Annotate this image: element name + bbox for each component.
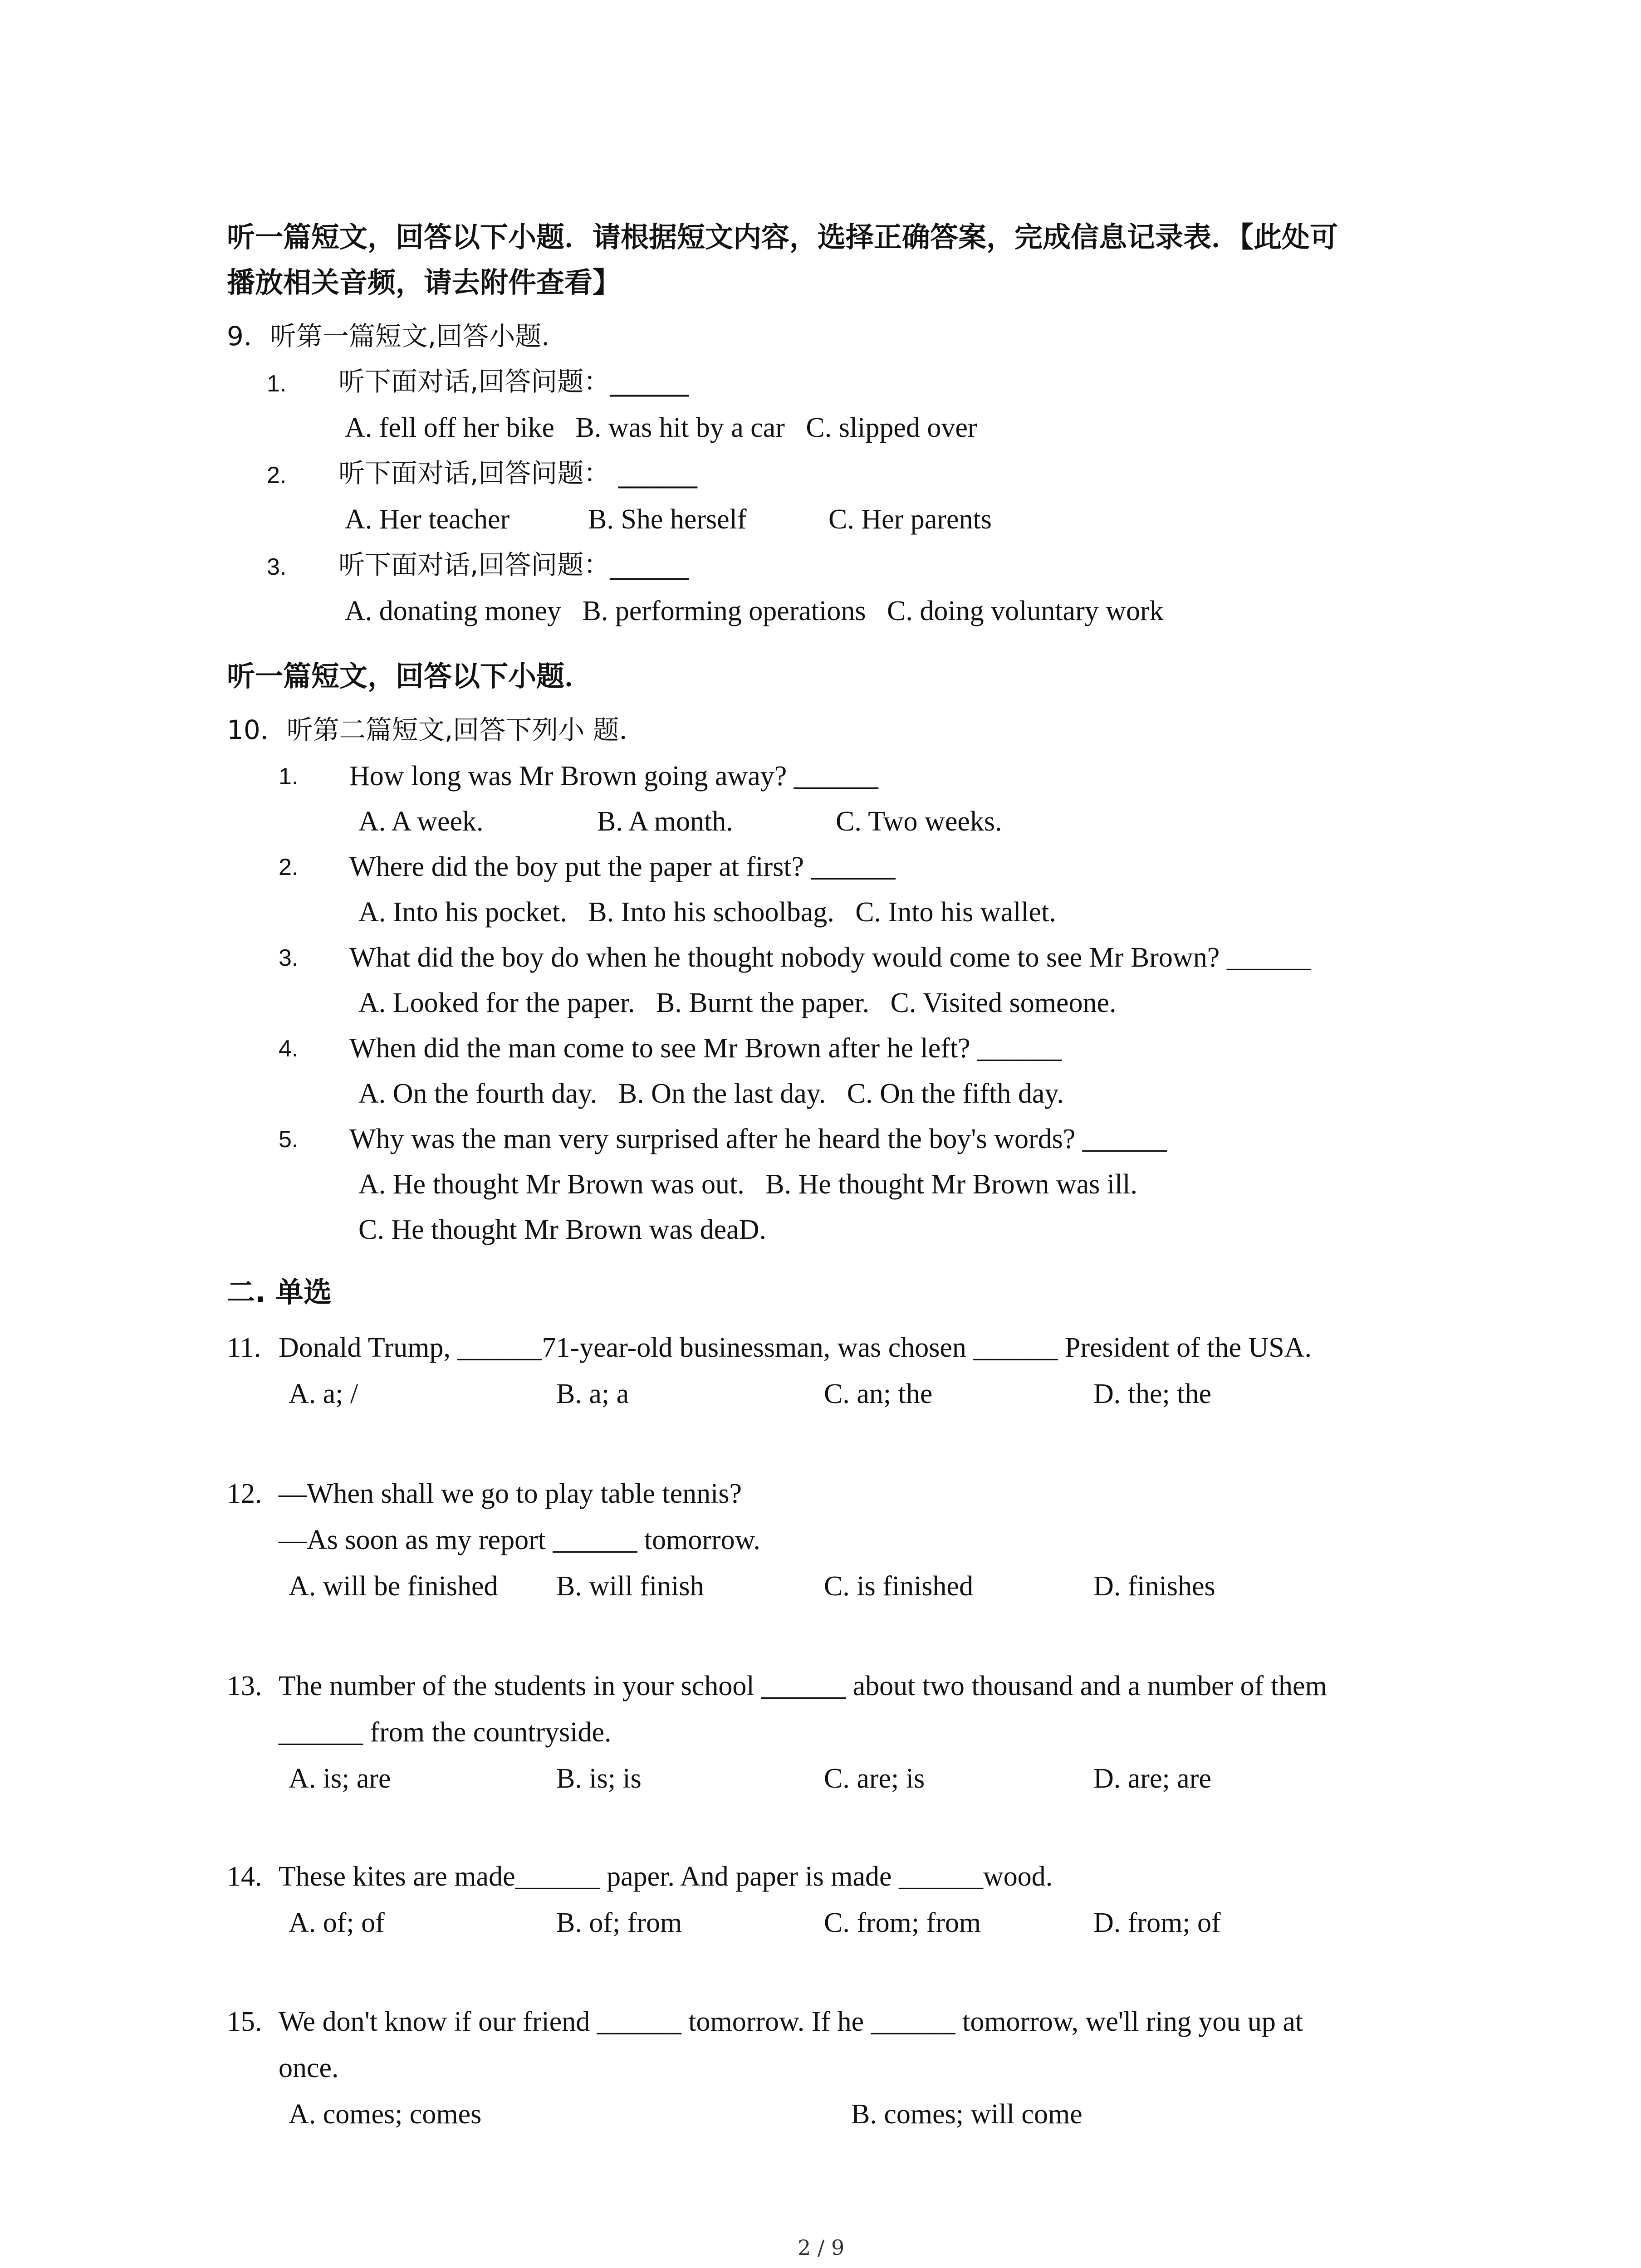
answer-option-b: B. of; from (556, 1907, 682, 1938)
answer-option-a: A. A week. (358, 806, 484, 837)
answer-option-c: C. are; is (824, 1763, 925, 1794)
sub-question-number: 2. (279, 854, 299, 880)
answer-option-c: C. from; from (824, 1907, 981, 1938)
sub-question-number: 5. (279, 1126, 299, 1153)
answer-options: A. He thought Mr Brown was out. B. He thought Mr Brown was ill. (358, 1169, 1137, 1200)
question-number: 15. (227, 2006, 262, 2037)
answer-option-b: B. A month. (597, 806, 733, 837)
question-text: —As soon as my report ______ tomorrow. (279, 1525, 760, 1555)
answer-options: A. On the fourth day. B. On the last day. C. On the fifth day. (358, 1078, 1064, 1109)
sub-question-prompt: How long was Mr Brown going away? ______ (349, 761, 878, 792)
section-instruction-line-2: 播放相关音频，请去附件查看】 (227, 266, 621, 299)
answer-option-a: A. will be finished (289, 1571, 498, 1602)
question-number: 13. (227, 1671, 262, 1701)
answer-option-b: B. comes; will come (851, 2099, 1083, 2130)
answer-option-b: B. is; is (556, 1763, 642, 1794)
answer-options: A. fell off her bike B. was hit by a car C. slipped over (345, 412, 977, 443)
answer-options: A. Into his pocket. B. Into his schoolbag. C. Into his wallet. (358, 897, 1056, 928)
section-instruction-line-1: 听一篇短文，回答以下小题．请根据短文内容，选择正确答案，完成信息记录表．【此处可 (227, 220, 1338, 254)
sub-question-number: 3. (267, 554, 287, 580)
answer-option-b: B. will finish (556, 1571, 704, 1602)
answer-option-d: D. from; of (1093, 1907, 1221, 1938)
sub-question-prompt: When did the man come to see Mr Brown after he left? ______ (349, 1033, 1062, 1064)
section-heading-single-choice: 二. 单选 (227, 1276, 332, 1309)
sub-question-number: 1. (267, 371, 287, 397)
question-text: ______ from the countryside. (279, 1717, 612, 1748)
sub-question-number: 4. (279, 1036, 299, 1062)
question-text: Donald Trump, ______71-year-old businessman, was chosen ______ President of the USA. (279, 1332, 1312, 1363)
answer-option-c: C. Her parents (828, 504, 992, 535)
answer-option-d: D. finishes (1093, 1571, 1215, 1602)
answer-option-c: C. is finished (824, 1571, 973, 1602)
question-text: The number of the students in your school ______ about two thousand and a number of them (279, 1671, 1327, 1701)
question-text: These kites are made______ paper. And paper is made ______wood. (279, 1861, 1053, 1892)
answer-option-b: B. She herself (588, 504, 747, 535)
sub-question-number: 3. (279, 945, 299, 971)
sub-question-prompt: What did the boy do when he thought nobody would come to see Mr Brown? ______ (349, 942, 1311, 973)
sub-question-prompt: 听下面对话,回答问题： ______ (338, 458, 697, 489)
sub-question-number: 2. (267, 462, 287, 489)
question-number: 11. (227, 1332, 261, 1363)
section-instruction: 听一篇短文，回答以下小题． (227, 660, 593, 693)
sub-question-prompt: Why was the man very surprised after he heard the boy's words? ______ (349, 1124, 1167, 1154)
answer-option-d: D. are; are (1093, 1763, 1211, 1794)
answer-option-c: C. Two weeks. (836, 806, 1002, 837)
answer-option-a: A. of; of (289, 1907, 385, 1938)
answer-option-c: C. an; the (824, 1378, 933, 1409)
answer-option-a: A. is; are (289, 1763, 391, 1794)
page-number: 2 / 9 (798, 2235, 845, 2260)
question-9-stem: 9．听第一篇短文,回答小题． (227, 321, 568, 352)
question-text: —When shall we go to play table tennis? (279, 1478, 742, 1509)
question-text: We don't know if our friend ______ tomorrow. If he ______ tomorrow, we'll ring you up at (279, 2006, 1303, 2037)
answer-options: A. Looked for the paper. B. Burnt the paper. C. Visited someone. (358, 987, 1117, 1018)
question-number: 12. (227, 1478, 262, 1509)
answer-option-c: C. He thought Mr Brown was deaD. (358, 1214, 766, 1245)
answer-option-a: A. a; / (289, 1378, 358, 1409)
question-number: 14. (227, 1861, 262, 1892)
sub-question-prompt: Where did the boy put the paper at first? ______ (349, 851, 896, 882)
answer-option-d: D. the; the (1093, 1378, 1211, 1409)
answer-option-a: A. comes; comes (289, 2099, 482, 2130)
sub-question-prompt: 听下面对话,回答问题：______ (338, 549, 689, 580)
answer-option-b: B. a; a (556, 1378, 629, 1409)
question-10-stem: 10．听第二篇短文,回答下列小 题． (227, 714, 646, 745)
question-text: once. (279, 2053, 339, 2083)
answer-option-a: A. Her teacher (345, 504, 510, 535)
answer-options: A. donating money B. performing operations C. doing voluntary work (345, 596, 1164, 626)
sub-question-prompt: 听下面对话,回答问题：______ (338, 366, 689, 397)
sub-question-number: 1. (279, 763, 299, 790)
